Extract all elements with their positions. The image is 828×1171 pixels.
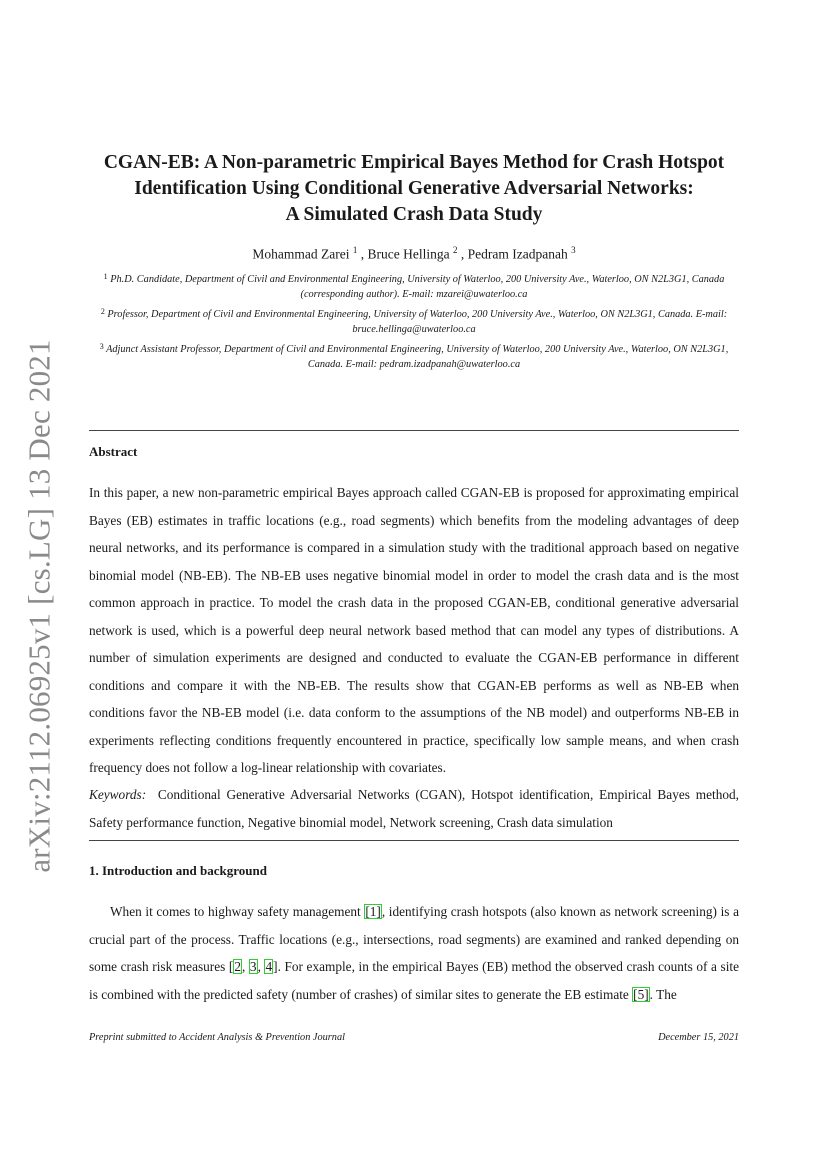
abstract-heading: Abstract [89,444,138,459]
paper-title [88,150,740,228]
author-affiliation-mark: 2 [453,245,458,255]
page-footer [89,1032,739,1043]
keywords-text: Conditional Generative Adversarial Networks (CGAN), Hotspot identification, Empirical Bayes method, Safety performance function, Negative binomial model, Network screening, Crash data simulation [89,787,739,830]
keywords [89,781,739,836]
title-line-1: CGAN-EB: A Non-parametric Empirical Bayes Method for Crash Hotspot [103,152,725,173]
affiliation-text: Ph.D. Candidate, Department of Civil and Environmental Engineering, University of Waterloo, 200 University Ave., Waterloo, ON N2L3G1, Canada (corresponding author). E-mail: mzarei@uwaterloo.ca [110,274,725,300]
section-heading: 1. Introduction and background [89,863,267,878]
introduction-paragraph: When it comes to highway safety management [1], identifying crash hotspots (also known as network screening) is a crucial part of the process. Traffic locations (e.g., intersections, road segments) are examined and ranked depending on some crash risk measures [2, 3, 4]. For example, in the empirical Bayes (EB) method the observed crash counts of a site is combined with the predicted safety (number of crashes) of similar sites to generate the EB estimate [5]. The [89,904,739,1002]
author-name: Pedram Izadpanah [467,246,568,262]
abstract-body: In this paper, a new non-parametric empirical Bayes approach called CGAN-EB is proposed for approximating empirical Bayes (EB) estimates in traffic locations (e.g., road segments) which benefits from the modeling advantages of deep neural networks, and its performance is compared in a simulation study with the traditional approach based on negative binomial model (NB-EB). The NB-EB uses negative binomial model in order to model the crash data and is the most common approach in practice. To model the crash data in the proposed CGAN-EB, conditional generative adversarial network is used, which is a powerful deep neural network based method that can model any types of distributions. A number of simulation experiments are designed and conducted to evaluate the CGAN-EB performance in different conditions and compare it with the NB-EB. The results show that CGAN-EB performs as well as NB-EB when conditions favor the NB-EB model (i.e. data conform to the assumptions of the NB model) and outperforms NB-EB in experiments reflecting conditions frequently encountered in practice, specifically low sample means, and when crash frequency does not follow a log-linear relationship with covariates. [89,485,739,775]
intro-text-segment: When it comes to highway safety management [110,904,365,919]
keywords-label: Keywords: [89,787,147,802]
affiliation-mark: 2 [100,307,105,316]
citation-link[interactable]: 2 [234,959,241,974]
author-affiliation-mark: 3 [571,245,576,255]
affiliation-text: Adjunct Assistant Professor, Department of Civil and Environmental Engineering, University of Waterloo, 200 University Ave., Waterloo, ON N2L3G1, Canada. E-mail: pedram.izadpanah@uwaterloo.ca [106,344,729,370]
author-name: Bruce Hellinga [367,246,450,262]
arxiv-identifier-stamp [20,339,60,873]
author-affiliation-mark: 1 [352,245,358,255]
footer-venue: Preprint submitted to Accident Analysis & Prevention Journal [89,1032,345,1043]
title-line-2: Identification Using Conditional Generative Adversarial Networks: [134,178,694,199]
intro-text-segment: , identifying crash hotspots (also known as network screening) is a crucial part of the process. Traffic locations (e.g., intersections, road segments) are examined and ranked depending on some crash risk measures [89,904,739,974]
citation-link[interactable]: [5] [633,986,649,1002]
citation-link[interactable]: [1] [365,904,381,919]
intro-text-segment: . The [649,986,677,1002]
abstract-top-rule [89,430,739,431]
affiliation-mark: 1 [103,272,108,281]
affiliation-1 [88,270,740,302]
affiliation-3 [88,340,740,372]
title-line-3: A Simulated Crash Data Study [285,204,543,225]
affiliation-mark: 3 [99,342,104,351]
author-list: Mohammad Zarei $^1$ , Bruce Hellinga $^2$ , Pedram Izadpanah $^3$ [252,245,576,262]
author-name: Mohammad Zarei [252,246,350,262]
citation-link[interactable]: 3 [249,959,257,974]
affiliation-2 [88,305,740,337]
intro-text-segment: . For example, in the empirical Bayes (EB) method the observed crash counts of a site is combined with the predicted safety (number of crashes) of similar sites to generate the EB estimate [89,959,739,1002]
citation-bracket: ] [273,959,278,974]
abstract-bottom-rule [89,840,739,841]
affiliation-text: Professor, Department of Civil and Environmental Engineering, University of Waterloo, 200 University Ave., Waterloo, ON N2L3G1, Canada. E-mail: bruce.hellinga@uwaterloo.ca [107,309,728,335]
citation-bracket: [ [228,959,234,974]
footer-date: December 15, 2021 [658,1032,739,1043]
citation-link[interactable]: 4 [265,959,273,974]
arxiv-identifier-text: arXiv:2112.06925v1 [cs.LG] 13 Dec 2021 [22,339,57,873]
